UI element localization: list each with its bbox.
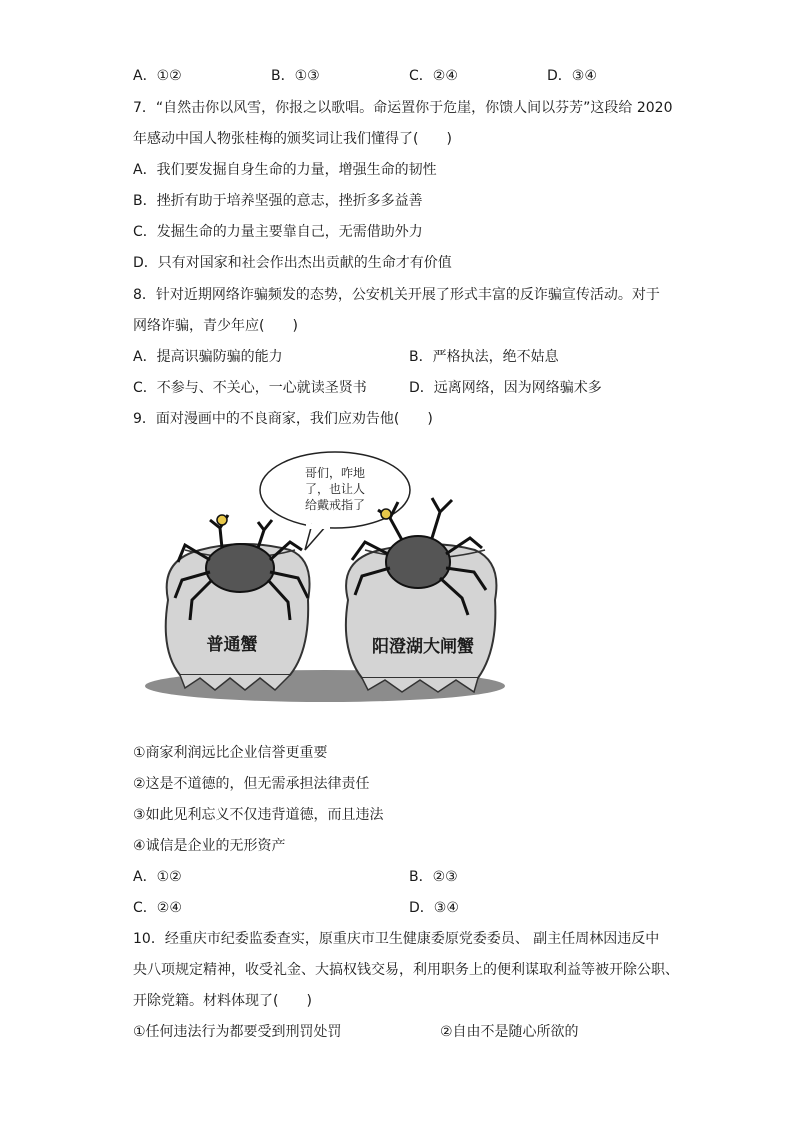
q7-option-b: B．挫折有助于培养坚强的意志，挫折多多益善: [133, 193, 423, 209]
left-sack-label: 普通蟹: [206, 635, 258, 655]
q7-stem-line2: 年感动中国人物张桂梅的颁奖词让我们懂得了( ): [133, 131, 452, 147]
q9-option-a: A．①②: [133, 869, 182, 885]
q8-stem-line1: 8．针对近期网络诈骗频发的态势，公安机关开展了形式丰富的反诈骗宣传活动。对于: [133, 287, 660, 303]
bubble-line-3: 给戴戒指了: [304, 498, 366, 512]
q9-option-c: C．②④: [133, 900, 182, 916]
q10-stem-line2: 央八项规定精神，收受礼金、大搞权钱交易，利用职务上的便利谋取利益等被开除公职、: [133, 962, 679, 978]
q6-option-c: C．②④: [409, 68, 458, 84]
q8-option-c: C．不参与、不关心，一心就读圣贤书: [133, 380, 367, 396]
q8-option-b: B．严格执法，绝不姑息: [409, 349, 559, 365]
q10-statement-2: ②自由不是随心所欲的: [440, 1024, 579, 1040]
q9-statement-4: ④诚信是企业的无形资产: [133, 838, 286, 854]
q7-option-c: C．发掘生命的力量主要靠自己，无需借助外力: [133, 224, 423, 240]
q8-stem-line2: 网络诈骗，青少年应( ): [133, 318, 298, 334]
q7-stem-line1: 7．“自然击你以风雪，你报之以歌唱。命运置你于危崖，你馈人间以芬芳”这段给 2020: [133, 100, 673, 116]
q9-option-d: D．③④: [409, 900, 459, 916]
q9-stem: 9．面对漫画中的不良商家，我们应劝告他( ): [133, 411, 433, 427]
q6-option-a: A．①②: [133, 68, 182, 84]
q10-stem-line1: 10．经重庆市纪委监委查实，原重庆市卫生健康委原党委委员、 副主任周林因违反中: [133, 931, 660, 947]
q9-statement-2: ②这是不道德的，但无需承担法律责任: [133, 776, 370, 792]
q6-option-b: B．①③: [271, 68, 320, 84]
q7-option-d: D．只有对国家和社会作出杰出贡献的生命才有价值: [133, 255, 452, 271]
speech-bubble: [260, 452, 410, 550]
q7-option-a: A．我们要发掘自身生命的力量，增强生命的韧性: [133, 162, 437, 178]
q10-statement-1: ①任何违法行为都要受到刑罚处罚: [133, 1024, 342, 1040]
q9-option-b: B．②③: [409, 869, 458, 885]
q8-option-a: A．提高识骗防骗的能力: [133, 349, 283, 365]
q9-statement-1: ①商家利润远比企业信誉更重要: [133, 745, 328, 761]
q9-statement-3: ③如此见利忘义不仅违背道德，而且违法: [133, 807, 384, 823]
right-sack-label: 阳澄湖大闸蟹: [372, 637, 474, 657]
cartoon-crab-merchant: [140, 450, 510, 705]
bubble-line-2: 了，也让人: [304, 482, 366, 496]
bubble-line-1: 哥们，咋地: [304, 466, 366, 480]
q10-stem-line3: 开除党籍。材料体现了( ): [133, 993, 312, 1009]
q8-option-d: D．远离网络，因为网络骗术多: [409, 380, 602, 396]
q6-option-d: D．③④: [547, 68, 597, 84]
